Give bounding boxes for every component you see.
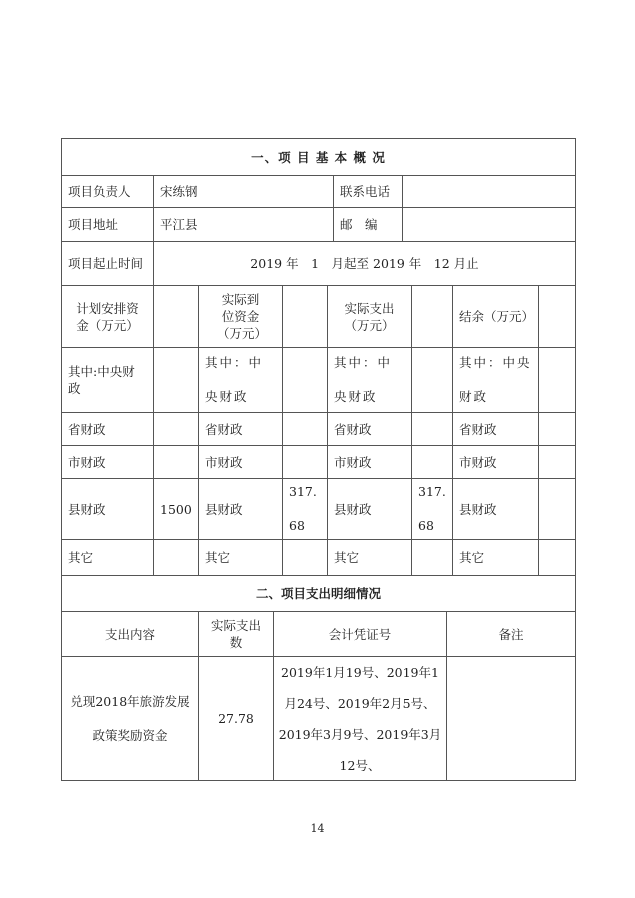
period-value: 2019 年 1 月起至 2019 年 12 月止 <box>153 241 576 286</box>
section1-title: 一、项 目 基 本 概 况 <box>61 138 576 176</box>
row-value <box>538 478 576 540</box>
row-label: 其中:中央财政 <box>61 347 154 413</box>
row-value <box>411 445 453 479</box>
expense-content: 兑现2018年旅游发展政策奖励资金 <box>61 656 199 781</box>
postcode-value <box>402 207 576 242</box>
row-value <box>538 347 576 413</box>
expense-note <box>446 656 576 781</box>
row-label: 县财政 <box>452 478 539 540</box>
row-value <box>538 539 576 576</box>
row-label: 市财政 <box>61 445 154 479</box>
address-value: 平江县 <box>153 207 334 242</box>
row-label: 市财政 <box>327 445 412 479</box>
spent-funds-value <box>411 285 453 348</box>
amount-header: 实际支出数 <box>198 611 274 657</box>
row-value: 1500 <box>153 478 199 540</box>
row-label: 其它 <box>452 539 539 576</box>
postcode-label: 邮 编 <box>333 207 403 242</box>
expense-amount: 27.78 <box>198 656 274 781</box>
row-label: 县财政 <box>61 478 154 540</box>
row-label: 省财政 <box>452 412 539 446</box>
row-value <box>153 347 199 413</box>
row-label: 其中：中央财政 <box>327 347 412 413</box>
row-value <box>282 412 328 446</box>
row-value <box>282 539 328 576</box>
planned-funds-value <box>153 285 199 348</box>
row-value <box>282 347 328 413</box>
row-value <box>411 412 453 446</box>
period-label: 项目起止时间 <box>61 241 154 286</box>
row-label: 县财政 <box>198 478 283 540</box>
row-label: 其它 <box>198 539 283 576</box>
section2-title: 二、项目支出明细情况 <box>61 575 576 612</box>
row-value <box>282 445 328 479</box>
row-label: 市财政 <box>198 445 283 479</box>
row-value: 317.68 <box>411 478 453 540</box>
leader-value: 宋练钢 <box>153 175 334 208</box>
received-funds-value <box>282 285 328 348</box>
note-header: 备注 <box>446 611 576 657</box>
phone-value <box>402 175 576 208</box>
content-header: 支出内容 <box>61 611 199 657</box>
expense-voucher: 2019年1月19号、2019年1月24号、2019年2月5号、2019年3月9号、2019年3月12号、 <box>273 656 447 781</box>
row-label: 其中：中央财政 <box>452 347 539 413</box>
balance-header: 结余（万元） <box>452 285 539 348</box>
row-label: 其它 <box>327 539 412 576</box>
row-value <box>153 539 199 576</box>
row-label: 市财政 <box>452 445 539 479</box>
row-label: 其中：中央财政 <box>198 347 283 413</box>
row-value <box>538 412 576 446</box>
row-label: 其它 <box>61 539 154 576</box>
page-number: 14 <box>310 822 325 835</box>
spent-funds-header: 实际支出（万元） <box>327 285 412 348</box>
row-label: 省财政 <box>327 412 412 446</box>
row-value <box>411 347 453 413</box>
balance-value <box>538 285 576 348</box>
voucher-header: 会计凭证号 <box>273 611 447 657</box>
row-value <box>153 445 199 479</box>
received-funds-header: 实际到位资金（万元） <box>198 285 283 348</box>
phone-label: 联系电话 <box>333 175 403 208</box>
row-value <box>153 412 199 446</box>
row-value <box>538 445 576 479</box>
row-label: 省财政 <box>198 412 283 446</box>
planned-funds-header: 计划安排资金（万元） <box>61 285 154 348</box>
row-value: 317.68 <box>282 478 328 540</box>
row-value <box>411 539 453 576</box>
row-label: 省财政 <box>61 412 154 446</box>
leader-label: 项目负责人 <box>61 175 154 208</box>
row-label: 县财政 <box>327 478 412 540</box>
address-label: 项目地址 <box>61 207 154 242</box>
